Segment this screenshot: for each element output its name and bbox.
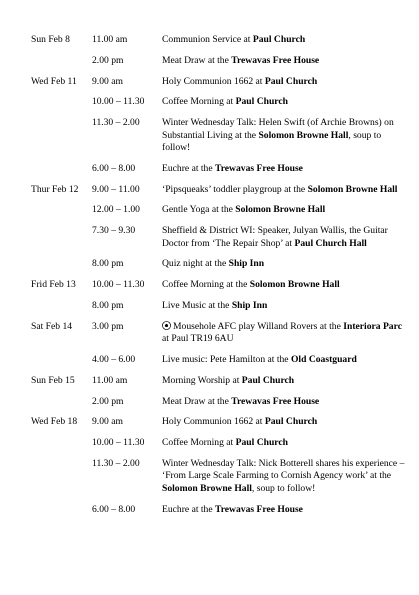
event-day bbox=[31, 354, 92, 375]
event-description bbox=[162, 375, 411, 396]
schedule-row bbox=[31, 437, 411, 458]
schedule-row bbox=[31, 96, 411, 117]
event-description bbox=[162, 396, 411, 417]
event-venue: Paul Church bbox=[235, 437, 288, 449]
event-venue: Solomon Browne Hall bbox=[162, 482, 252, 494]
schedule-row bbox=[31, 117, 411, 163]
event-day bbox=[31, 258, 92, 279]
event-text: Gentle Yoga at the bbox=[162, 204, 236, 216]
event-day bbox=[31, 300, 92, 321]
event-day bbox=[31, 204, 92, 225]
event-day bbox=[31, 117, 92, 163]
event-day: Wed Feb 11 bbox=[31, 75, 77, 87]
event-venue: Solomon Browne Hall bbox=[235, 204, 326, 216]
event-day: Wed Feb 18 bbox=[31, 416, 78, 428]
event-time: 9.00 am bbox=[92, 75, 123, 87]
event-venue: Paul Church bbox=[264, 416, 318, 428]
schedule-body bbox=[31, 34, 411, 524]
event-time: 7.30 – 9.30 bbox=[92, 225, 136, 237]
event-venue: Trewavas Free House bbox=[231, 54, 320, 66]
schedule-row bbox=[31, 396, 411, 417]
event-text: , soup to follow! bbox=[162, 129, 382, 153]
event-day bbox=[31, 55, 92, 76]
schedule-row bbox=[31, 504, 411, 525]
schedule-row bbox=[31, 321, 411, 354]
event-text: Meat Draw at the bbox=[162, 395, 232, 407]
event-time: 2.00 pm bbox=[92, 54, 124, 66]
event-description bbox=[162, 354, 411, 375]
event-venue: Solomon Browne Hall bbox=[307, 183, 398, 195]
event-time: 11.00 am bbox=[92, 34, 128, 45]
event-venue: Paul Church bbox=[252, 34, 306, 45]
event-venue: Paul Church bbox=[235, 96, 288, 108]
event-text: Meat Draw at the bbox=[162, 54, 232, 66]
event-day: Sat Feb 14 bbox=[31, 320, 73, 332]
event-text: Coffee Morning at the bbox=[162, 279, 250, 291]
event-time: 3.00 pm bbox=[92, 320, 124, 332]
event-time: 2.00 pm bbox=[92, 395, 124, 407]
event-venue: Old Coastguard bbox=[290, 353, 357, 365]
event-day bbox=[31, 458, 92, 504]
event-text: Live music: Pete Hamilton at the bbox=[162, 353, 291, 365]
event-day bbox=[31, 96, 92, 117]
event-time: 9.00 – 11.00 bbox=[92, 183, 140, 195]
event-description bbox=[162, 300, 411, 321]
event-venue: Ship Inn bbox=[228, 258, 265, 270]
schedule-row bbox=[31, 55, 411, 76]
event-time: 11.00 am bbox=[92, 374, 128, 386]
event-description bbox=[162, 55, 411, 76]
event-venue: Trewavas Free House bbox=[231, 395, 320, 407]
event-description bbox=[162, 225, 411, 258]
football-icon bbox=[162, 321, 171, 330]
event-venue: Ship Inn bbox=[231, 299, 268, 311]
event-description bbox=[162, 163, 411, 184]
event-venue: Trewavas Free House bbox=[215, 503, 303, 515]
event-day: Sun Feb 15 bbox=[31, 374, 75, 386]
event-description bbox=[162, 96, 411, 117]
event-time: 6.00 – 8.00 bbox=[92, 503, 136, 515]
schedule-row bbox=[31, 258, 411, 279]
schedule-row bbox=[31, 184, 411, 205]
event-venue: Solomon Browne Hall bbox=[249, 279, 340, 291]
event-description bbox=[162, 34, 411, 55]
event-day bbox=[31, 437, 92, 458]
schedule-row bbox=[31, 225, 411, 258]
event-day bbox=[31, 396, 92, 417]
event-venue: Trewavas Free House bbox=[215, 162, 303, 174]
schedule-row bbox=[31, 458, 411, 504]
event-description bbox=[162, 117, 411, 163]
schedule-row bbox=[31, 416, 411, 437]
event-text: Holy Communion 1662 at bbox=[162, 75, 265, 87]
event-text: Morning Worship at bbox=[162, 374, 242, 386]
schedule-row bbox=[31, 76, 411, 97]
event-description bbox=[162, 76, 411, 97]
schedule-row bbox=[31, 204, 411, 225]
event-text: Winter Wednesday Talk: Nick Botterell shares his experience – ‘From Large Scale Farming to Cornish Agency work’ at the bbox=[162, 457, 405, 482]
event-text: , soup to follow! bbox=[251, 482, 316, 494]
schedule-row bbox=[31, 375, 411, 396]
event-description bbox=[162, 204, 411, 225]
events-schedule bbox=[31, 34, 411, 524]
event-text: Live Music at the bbox=[162, 299, 232, 311]
event-description bbox=[162, 184, 411, 205]
event-day: Frid Feb 13 bbox=[31, 279, 76, 291]
event-day bbox=[31, 163, 92, 184]
event-description bbox=[162, 258, 411, 279]
event-time: 11.30 – 2.00 bbox=[92, 457, 140, 469]
event-time: 4.00 – 6.00 bbox=[92, 353, 136, 365]
event-text: Communion Service at bbox=[162, 34, 253, 45]
event-day: Thur Feb 12 bbox=[31, 183, 79, 195]
event-text: Quiz night at the bbox=[162, 258, 229, 270]
schedule-row bbox=[31, 34, 411, 55]
event-text: Holy Communion 1662 at bbox=[162, 416, 265, 428]
event-time: 10.00 – 11.30 bbox=[92, 96, 145, 108]
event-description bbox=[162, 416, 411, 437]
event-time: 8.00 pm bbox=[92, 299, 124, 311]
event-description bbox=[162, 437, 411, 458]
event-time: 8.00 pm bbox=[92, 258, 124, 270]
event-description bbox=[162, 321, 411, 354]
event-text: Sheffield & District WI: Speaker, Julyan Wallis, the Guitar Doctor from ‘The Repair Shop’ at bbox=[162, 225, 388, 249]
event-venue: Paul Church bbox=[264, 75, 318, 87]
event-time: 11.30 – 2.00 bbox=[92, 117, 140, 129]
event-text: Coffee Morning at bbox=[162, 96, 236, 108]
schedule-row bbox=[31, 354, 411, 375]
event-text: Mousehole AFC play Willand Rovers at the bbox=[173, 320, 344, 332]
event-text: at Paul TR19 6AU bbox=[162, 333, 234, 345]
event-text: Euchre at the bbox=[162, 162, 216, 174]
event-day: Sun Feb 8 bbox=[31, 34, 70, 45]
event-venue: Solomon Browne Hall bbox=[258, 129, 349, 141]
event-day bbox=[31, 225, 92, 258]
event-venue: Paul Church Hall bbox=[294, 237, 367, 249]
schedule-row bbox=[31, 279, 411, 300]
event-venue: Paul Church bbox=[241, 374, 295, 386]
event-time: 10.00 – 11.30 bbox=[92, 279, 145, 291]
event-description bbox=[162, 504, 411, 525]
schedule-row bbox=[31, 300, 411, 321]
schedule-row bbox=[31, 163, 411, 184]
event-description bbox=[162, 279, 411, 300]
event-text: Winter Wednesday Talk: Helen Swift (of Archie Browns) on Substantial Living at the bbox=[162, 117, 394, 141]
event-time: 10.00 – 11.30 bbox=[92, 437, 145, 449]
event-time: 9.00 am bbox=[92, 416, 123, 428]
event-text: ‘Pipsqueaks’ toddler playgroup at the bbox=[162, 183, 308, 195]
event-time: 6.00 – 8.00 bbox=[92, 162, 136, 174]
event-text: Coffee Morning at bbox=[162, 437, 236, 449]
event-venue: Interiora Parc bbox=[343, 320, 402, 332]
event-description bbox=[162, 458, 411, 504]
event-text: Euchre at the bbox=[162, 503, 216, 515]
event-day bbox=[31, 504, 92, 525]
event-time: 12.00 – 1.00 bbox=[92, 204, 140, 216]
